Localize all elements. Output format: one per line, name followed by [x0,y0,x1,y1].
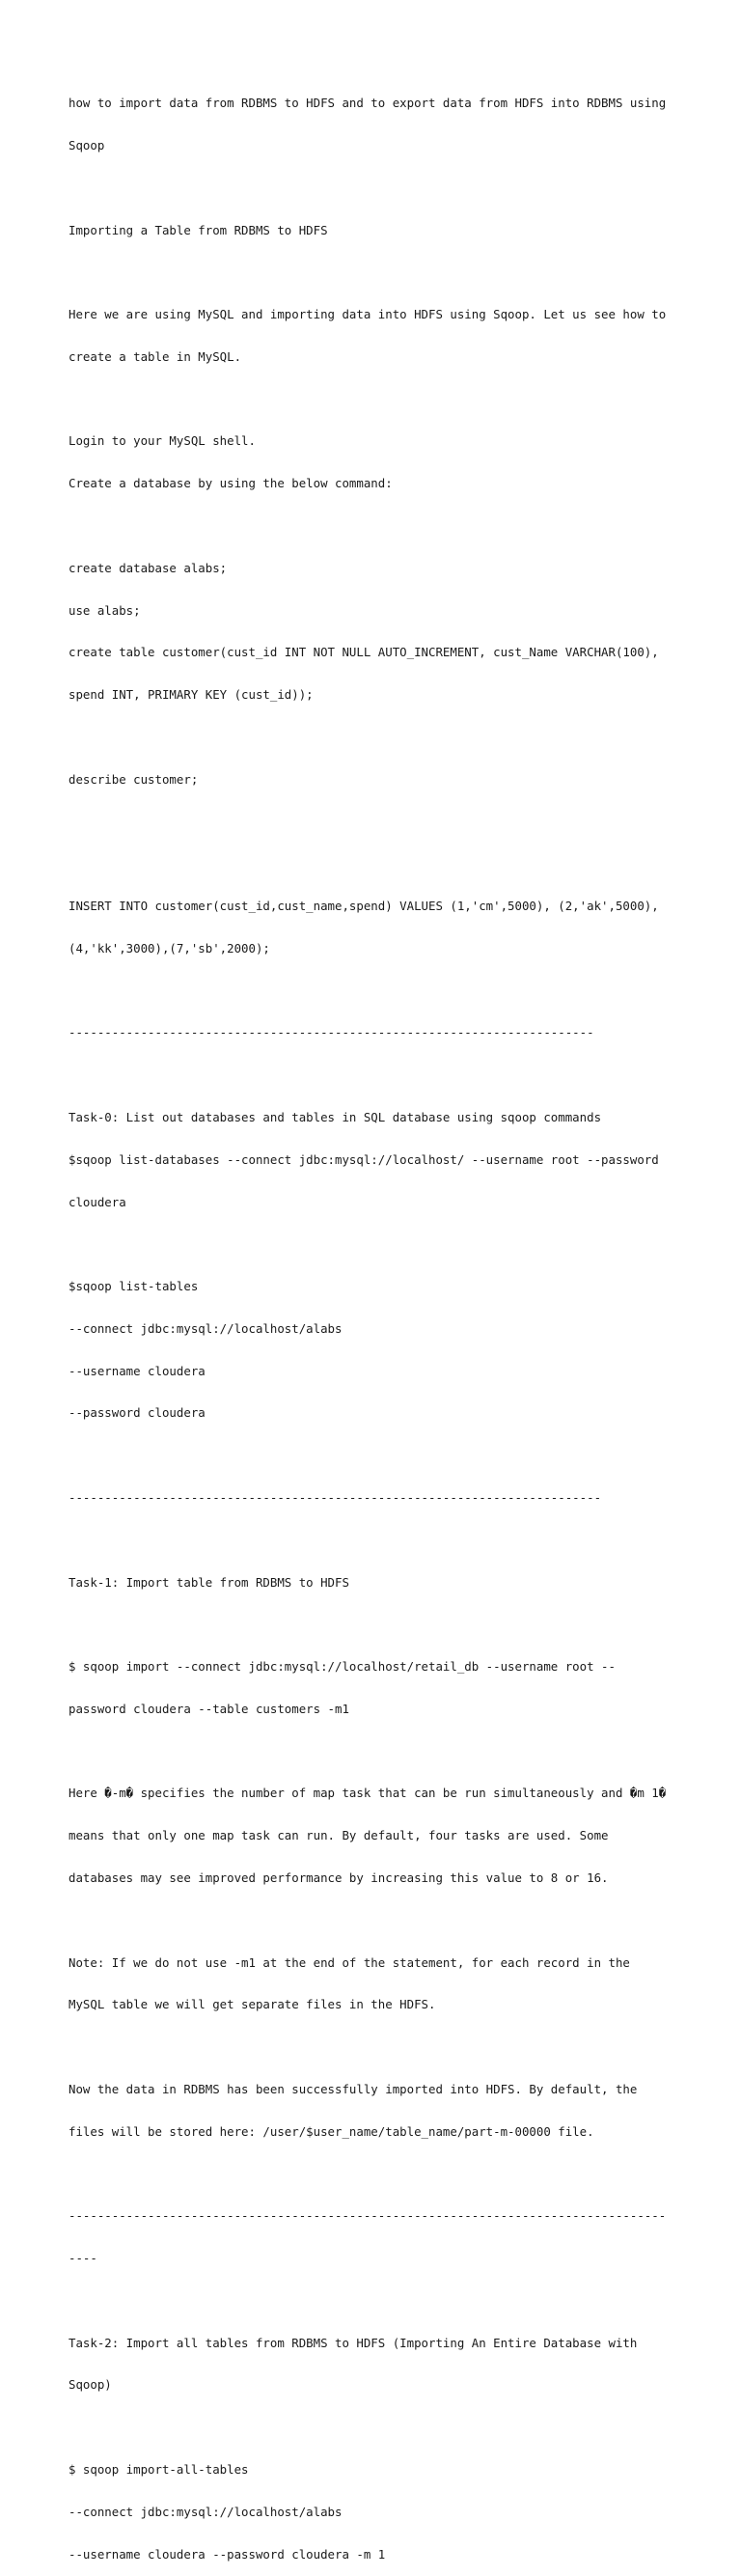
document-line [69,2040,686,2055]
task-heading: Task-1: Import table from RDBMS to HDFS [69,1574,349,1590]
code-line: $sqoop list-databases --connect jdbc:mysql://localhost/ --username root --password [69,1151,659,1167]
code-line: create table customer(cust_id INT NOT NULL AUTO_INCREMENT, cust_Name VARCHAR(100), [69,645,659,660]
document-line: databases may see improved performance by increasing this value to 8 or 16. [69,1870,609,1885]
code-line: spend INT, PRIMARY KEY (cust_id)); [69,687,314,703]
separator-line: -------------------------------------------------------------------------- [69,1489,602,1505]
separator-line: ------------------------------------------------------------------------- [69,1025,594,1040]
document-line: Login to your MySQL shell. [69,433,256,449]
separator-line: ---- [69,2251,97,2266]
code-line: use alabs; [69,602,141,618]
document-line [69,984,686,999]
code-line: describe customer; [69,771,199,787]
document-line [69,519,686,534]
document-line [69,1745,686,1759]
code-line: --connect jdbc:mysql://localhost/alabs [69,1320,343,1336]
code-line: --password cloudera [69,1405,206,1421]
document-line [69,1534,686,1548]
document-body [69,69,686,2576]
document-line [69,2294,686,2309]
code-line: $sqoop list-tables [69,1279,199,1294]
document-line [69,815,686,829]
note-line: MySQL table we will get separate files in the HDFS. [69,1997,436,2012]
document-line: Create a database by using the below command: [69,476,393,491]
document-line: Sqoop [69,137,105,152]
task-heading: Sqoop) [69,2377,112,2393]
document-line [69,1237,686,1252]
code-line: --username cloudera [69,1363,206,1378]
document-line [69,393,686,407]
document-line [69,1618,686,1632]
document-line: create a table in MySQL. [69,348,242,364]
document-line: Now the data in RDBMS has been successfully imported into HDFS. By default, the [69,2081,638,2096]
document-line [69,1914,686,1928]
code-line: (4,'kk',3000),(7,'sb',2000); [69,940,270,956]
separator-line: ----------------------------------------------------------------------------------- [69,2208,667,2224]
code-line: INSERT INTO customer(cust_id,cust_name,spend) VALUES (1,'cm',5000), (2,'ak',5000), [69,899,659,914]
code-line: $ sqoop import --connect jdbc:mysql://localhost/retail_db --username root -- [69,1659,616,1675]
task-heading: Task-2: Import all tables from RDBMS to HDFS (Importing An Entire Database with [69,2335,638,2350]
document-line [69,1068,686,1083]
document-line: Here we are using MySQL and importing data into HDFS using Sqoop. Let us see how to [69,307,667,322]
document-line [69,731,686,745]
code-line: $ sqoop import-all-tables [69,2461,249,2477]
document-line: means that only one map task can run. By default, four tasks are used. Some [69,1828,609,1843]
code-line: cloudera [69,1194,126,1209]
document-line [69,181,686,196]
note-line: Note: If we do not use -m1 at the end of the statement, for each record in the [69,1954,630,1970]
code-line: --username cloudera --password cloudera -m 1 [69,2546,386,2562]
document-line [69,857,686,872]
code-line: create database alabs; [69,560,228,575]
document-line: files will be stored here: /user/$user_name/table_name/part-m-00000 file. [69,2123,594,2139]
document-line [69,265,686,280]
document-line [69,2167,686,2181]
code-line: password cloudera --table customers -m1 [69,1701,349,1716]
document-line [69,1449,686,1463]
section-heading: Importing a Table from RDBMS to HDFS [69,222,328,237]
task-heading: Task-0: List out databases and tables in SQL database using sqoop commands [69,1109,602,1124]
document-line: Here �-m� specifies the number of map task that can be run simultaneously and �m 1� [69,1786,667,1801]
document-line [69,2421,686,2435]
code-line: --connect jdbc:mysql://localhost/alabs [69,2504,343,2519]
document-line: how to import data from RDBMS to HDFS and to export data from HDFS into RDBMS using [69,96,667,111]
